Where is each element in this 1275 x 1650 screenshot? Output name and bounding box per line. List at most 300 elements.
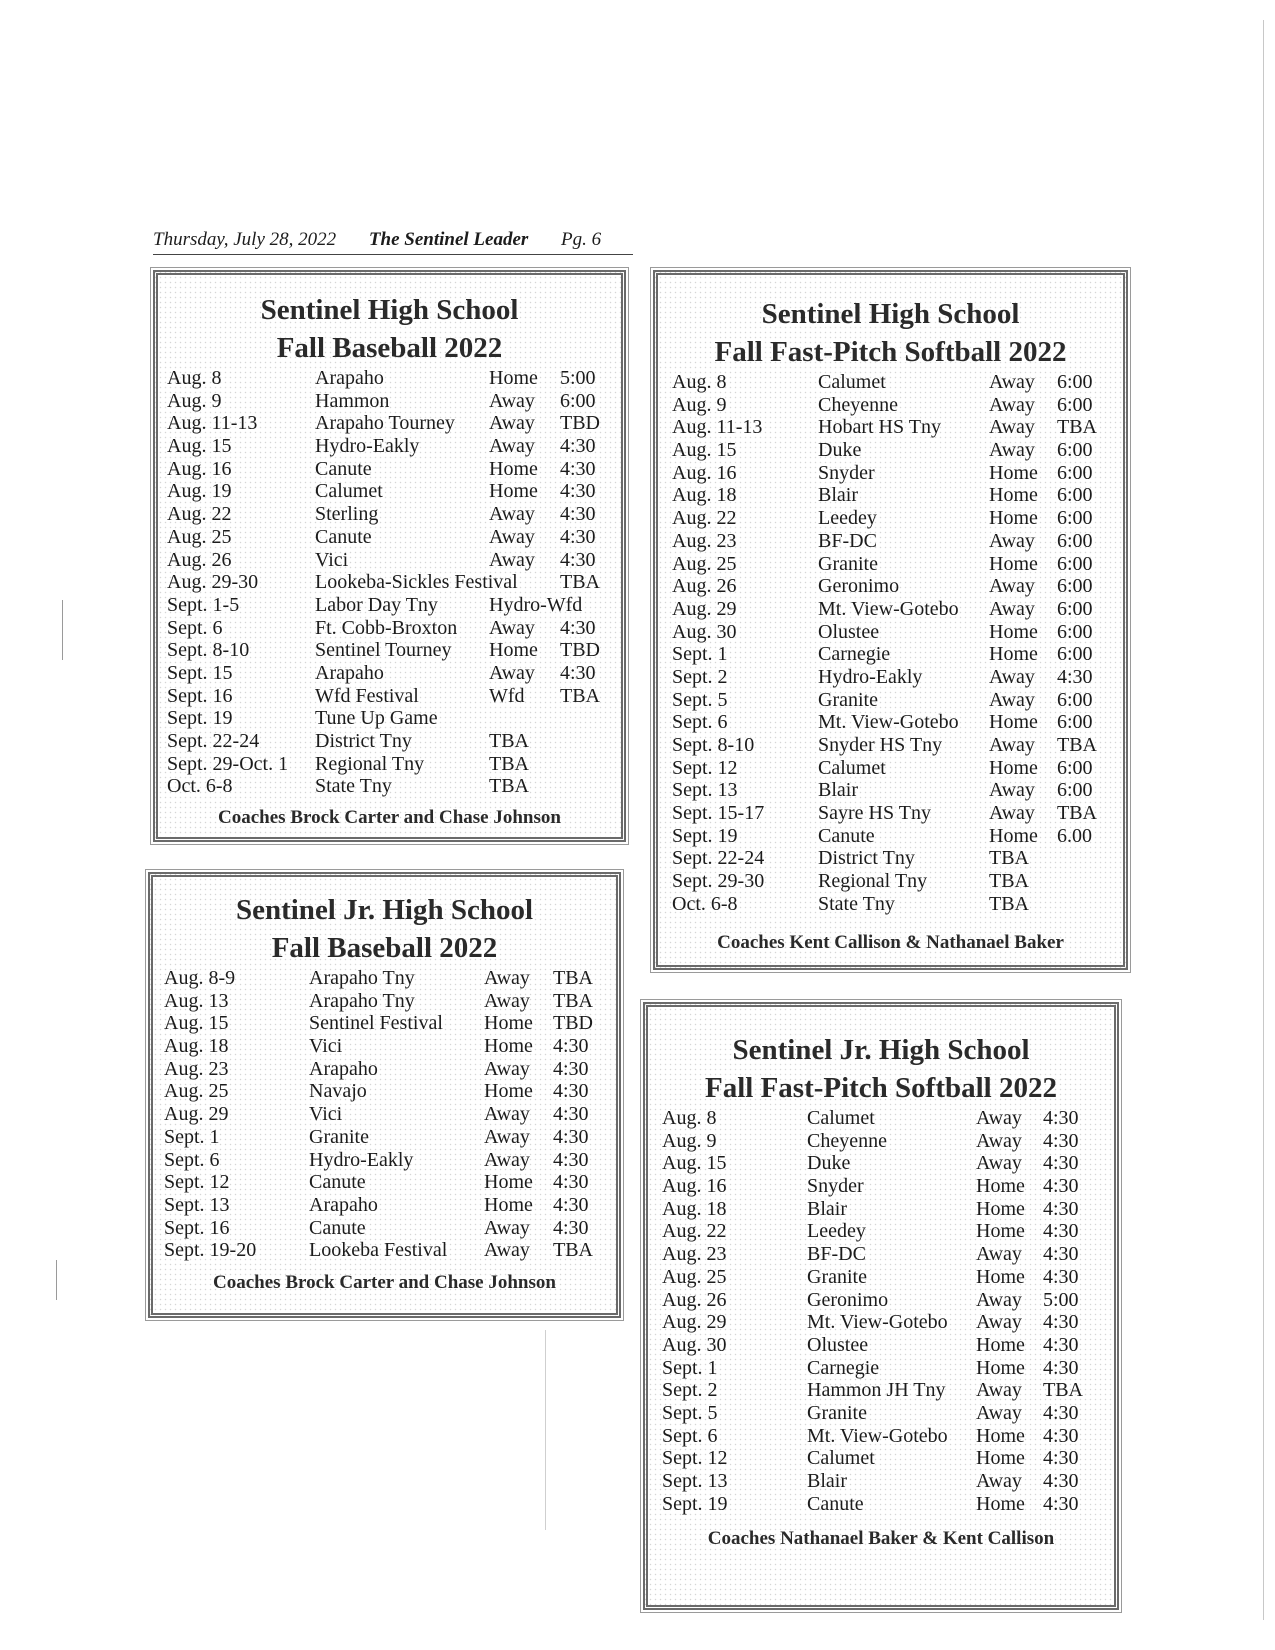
game-time: 4:30 [560, 435, 596, 458]
schedule-row [672, 870, 1123, 893]
schedule-row [164, 1080, 616, 1103]
game-time: 6:00 [1057, 643, 1093, 666]
game-location: Home [489, 457, 538, 480]
game-opponent: Hobart HS Tny [818, 416, 941, 439]
game-date: Sept. 5 [672, 688, 728, 711]
game-time: 5:00 [560, 367, 596, 389]
game-date: Aug. 8 [662, 1107, 717, 1129]
game-time: 4:30 [553, 1148, 589, 1171]
game-time: TBA [553, 967, 593, 989]
game-location: TBA [989, 870, 1029, 893]
game-opponent: Arapaho Tny [309, 967, 415, 989]
game-opponent: Leedey [818, 507, 877, 530]
schedule-row [672, 394, 1123, 417]
game-opponent: Sentinel Tourney [315, 639, 452, 662]
schedule-row [164, 1103, 616, 1126]
game-location: Away [484, 989, 530, 1012]
game-date: Aug. 30 [662, 1333, 727, 1356]
game-opponent: Canute [315, 525, 372, 548]
game-date: Sept. 13 [672, 779, 738, 802]
schedule-row [164, 1194, 616, 1217]
game-date: Aug. 30 [672, 620, 737, 643]
game-time: 4:30 [1043, 1447, 1079, 1470]
schedule-school-title: Sentinel High School [761, 298, 1020, 330]
game-date: Aug. 22 [672, 507, 737, 530]
game-opponent: Hammon JH Tny [807, 1379, 946, 1402]
game-location: Away [484, 967, 530, 989]
schedule-row [662, 1152, 1114, 1175]
schedule-row [662, 1334, 1114, 1357]
schedule-row [164, 1126, 616, 1149]
game-opponent: Blair [807, 1197, 847, 1220]
game-opponent: Labor Day Tny [315, 593, 438, 616]
game-time: 6:00 [1057, 688, 1093, 711]
game-time: 6:00 [1057, 597, 1093, 620]
game-opponent: Sentinel Festival [309, 1012, 443, 1035]
schedule-row [672, 893, 1123, 916]
schedule-row [662, 1357, 1114, 1380]
game-opponent: Arapaho Tourney [315, 412, 455, 435]
schedule-row [164, 967, 616, 990]
schedule-school-title: Sentinel Jr. High School [732, 1034, 1030, 1066]
game-location: Away [484, 1148, 530, 1171]
game-opponent: Duke [807, 1152, 851, 1175]
game-date: Sept. 12 [672, 756, 738, 779]
game-opponent: State Tny [315, 775, 392, 798]
game-opponent: Granite [807, 1401, 867, 1424]
game-date: Sept. 19-20 [164, 1239, 257, 1262]
schedule-row [662, 1311, 1114, 1334]
game-location: Hydro-Wfd [489, 593, 583, 616]
page-header [153, 229, 633, 255]
game-time: 4:30 [1043, 1220, 1079, 1243]
game-opponent: Blair [807, 1470, 847, 1492]
schedule-row [672, 484, 1123, 507]
schedule-row [672, 711, 1123, 734]
game-date: Aug. 18 [672, 484, 737, 507]
game-location: TBA [989, 847, 1029, 870]
game-location: Home [989, 484, 1038, 507]
schedule-row [167, 367, 621, 390]
game-time: TBA [1057, 802, 1097, 825]
game-date: Sept. 22-24 [672, 847, 765, 870]
game-date: Aug. 23 [662, 1243, 727, 1266]
game-opponent: Granite [818, 688, 878, 711]
game-date: Sept. 1 [672, 643, 728, 666]
game-date: Sept. 13 [164, 1193, 230, 1216]
game-location: Away [484, 1057, 530, 1080]
game-date: Sept. 16 [167, 684, 233, 707]
game-opponent: Calumet [807, 1447, 875, 1470]
game-location: Away [484, 1216, 530, 1239]
game-time: 4:30 [553, 1103, 589, 1126]
game-date: Aug. 15 [662, 1152, 727, 1175]
game-opponent: Vici [309, 1103, 343, 1126]
game-date: Sept. 1-5 [167, 593, 240, 616]
schedule-row [662, 1266, 1114, 1289]
game-opponent: Granite [309, 1125, 369, 1148]
schedule-rows [167, 367, 621, 798]
game-time: 6:00 [1057, 529, 1093, 552]
game-date: Sept. 2 [662, 1379, 718, 1402]
schedule-row [164, 990, 616, 1013]
schedule-row [672, 757, 1123, 780]
game-time: 6:00 [560, 389, 596, 412]
game-location: Away [989, 439, 1035, 462]
game-date: Aug. 8 [167, 367, 222, 389]
game-location: Home [976, 1492, 1025, 1515]
game-opponent: Canute [309, 1216, 366, 1239]
game-location: Away [976, 1107, 1022, 1129]
game-location: Home [989, 507, 1038, 530]
game-date: Aug. 8 [672, 371, 727, 393]
game-location: Away [989, 734, 1035, 756]
game-location: Away [976, 1243, 1022, 1266]
schedule-row [662, 1425, 1114, 1448]
game-time: 4:30 [1043, 1424, 1079, 1447]
game-location: Home [989, 620, 1038, 643]
game-time: 4:30 [560, 503, 596, 526]
game-date: Aug. 15 [164, 1012, 229, 1035]
game-location: Home [484, 1035, 533, 1058]
schedule-season-title: Fall Fast-Pitch Softball 2022 [704, 1072, 1057, 1104]
game-date: Sept. 8-10 [167, 639, 250, 662]
hs-softball-schedule [653, 270, 1128, 970]
game-date: Aug. 26 [672, 575, 737, 598]
game-date: Sept. 13 [662, 1470, 728, 1492]
game-date: Sept. 15 [167, 661, 233, 684]
jh-baseball-schedule [148, 872, 621, 1318]
schedule-row [672, 439, 1123, 462]
game-time: 4:30 [1043, 1265, 1079, 1288]
coaches-line: Coaches Brock Carter and Chase Johnson [218, 807, 561, 829]
game-date: Aug. 25 [672, 552, 737, 575]
game-opponent: Leedey [807, 1220, 866, 1243]
game-opponent: Arapaho [309, 1057, 378, 1080]
schedule-rows [662, 1107, 1114, 1516]
schedule-row [167, 775, 621, 798]
schedule-row [167, 412, 621, 435]
game-opponent: Ft. Cobb-Broxton [315, 616, 458, 639]
game-date: Aug. 23 [164, 1057, 229, 1080]
schedule-row [167, 753, 621, 776]
game-location: Away [484, 1239, 530, 1262]
schedule-row [662, 1402, 1114, 1425]
schedule-row [662, 1447, 1114, 1470]
game-location: Home [976, 1447, 1025, 1470]
game-location: Home [976, 1220, 1025, 1243]
game-opponent: Hydro-Eakly [315, 435, 420, 458]
game-location: TBA [489, 752, 529, 775]
schedule-row [662, 1379, 1114, 1402]
schedule-row [167, 571, 621, 594]
game-date: Oct. 6-8 [167, 775, 233, 798]
game-date: Sept. 6 [167, 616, 223, 639]
game-time: 4:30 [1043, 1311, 1079, 1334]
game-date: Aug. 9 [662, 1129, 717, 1152]
hs-baseball-schedule [153, 270, 626, 842]
schedule-row [672, 734, 1123, 757]
game-time: 6:00 [1057, 439, 1093, 462]
game-opponent: Arapaho Tny [309, 989, 415, 1012]
game-opponent: Olustee [807, 1333, 869, 1356]
game-time: 5:00 [1043, 1288, 1079, 1311]
game-location: Away [489, 435, 535, 458]
schedule-row [672, 689, 1123, 712]
game-opponent: Olustee [818, 620, 880, 643]
schedule-row [662, 1198, 1114, 1221]
game-date: Aug. 8-9 [164, 967, 236, 989]
game-time: 4:30 [1043, 1175, 1079, 1198]
game-date: Aug. 23 [672, 529, 737, 552]
game-time: 4:30 [560, 525, 596, 548]
game-location: Away [989, 665, 1035, 688]
game-location: Home [976, 1356, 1025, 1379]
game-location: Away [976, 1379, 1022, 1402]
schedule-row [662, 1107, 1114, 1130]
game-date: Aug. 18 [164, 1035, 229, 1058]
schedule-row [672, 575, 1123, 598]
game-opponent: Calumet [818, 756, 886, 779]
game-time: TBA [1057, 416, 1097, 439]
game-location: Away [976, 1152, 1022, 1175]
game-location: Home [976, 1333, 1025, 1356]
schedule-row [662, 1220, 1114, 1243]
game-location: Away [489, 412, 535, 435]
game-opponent: Lookeba-Sickles Festival [315, 571, 518, 594]
game-date: Aug. 29 [662, 1311, 727, 1334]
game-opponent: Carnegie [807, 1356, 880, 1379]
game-opponent: District Tny [315, 730, 412, 752]
game-opponent: Vici [309, 1035, 343, 1058]
game-opponent: Mt. View-Gotebo [818, 711, 959, 734]
game-location: Away [976, 1129, 1022, 1152]
game-date: Aug. 22 [662, 1220, 727, 1243]
game-location: Home [489, 480, 538, 503]
game-location: Away [989, 575, 1035, 598]
schedule-row [672, 779, 1123, 802]
game-location: Away [989, 393, 1035, 416]
game-date: Sept. 29-30 [672, 870, 765, 893]
game-time: 4:30 [560, 661, 596, 684]
game-time: TBA [1043, 1379, 1083, 1402]
game-time: TBA [560, 684, 600, 707]
game-opponent: Mt. View-Gotebo [807, 1424, 948, 1447]
game-date: Aug. 22 [167, 503, 232, 526]
game-opponent: Arapaho [315, 661, 384, 684]
schedule-school-title: Sentinel Jr. High School [235, 894, 534, 926]
schedule-row [672, 643, 1123, 666]
game-location: Home [484, 1193, 533, 1216]
game-date: Sept. 6 [164, 1148, 220, 1171]
game-time: 4:30 [553, 1171, 589, 1194]
game-location: TBA [489, 730, 529, 752]
game-location: Away [976, 1288, 1022, 1311]
game-location: Away [489, 616, 535, 639]
game-opponent: Granite [818, 552, 878, 575]
game-opponent: Geronimo [807, 1288, 889, 1311]
game-location: Home [489, 639, 538, 662]
coaches-line: Coaches Brock Carter and Chase Johnson [213, 1272, 556, 1294]
game-opponent: Navajo [309, 1080, 367, 1103]
game-opponent: Sterling [315, 503, 379, 526]
game-date: Oct. 6-8 [672, 892, 738, 915]
game-location: Away [989, 597, 1035, 620]
schedule-row [167, 730, 621, 753]
game-time: 4:30 [1043, 1107, 1079, 1129]
game-time: TBA [553, 989, 593, 1012]
game-time: 4:30 [1043, 1401, 1079, 1424]
game-date: Aug. 15 [167, 435, 232, 458]
game-date: Aug. 11-13 [167, 412, 258, 435]
header-date: Thursday, July 28, 2022 [153, 229, 337, 250]
game-date: Aug. 25 [167, 525, 232, 548]
coaches-line: Coaches Kent Callison & Nathanael Baker [717, 931, 1064, 953]
game-opponent: Lookeba Festival [309, 1239, 448, 1262]
game-opponent: Snyder [807, 1175, 864, 1198]
game-date: Aug. 16 [672, 461, 737, 484]
game-location: TBA [489, 775, 529, 798]
schedule-row [164, 1058, 616, 1081]
game-date: Aug. 13 [164, 989, 229, 1012]
game-date: Aug. 15 [672, 439, 737, 462]
game-time: 4:30 [1043, 1152, 1079, 1175]
game-location: Home [976, 1265, 1025, 1288]
game-location: Home [989, 461, 1038, 484]
game-time: 4:30 [1043, 1197, 1079, 1220]
game-location: Home [484, 1171, 533, 1194]
schedule-row [167, 707, 621, 730]
game-time: 6:00 [1057, 484, 1093, 507]
game-time: 4:30 [560, 548, 596, 571]
game-opponent: Hammon [315, 389, 390, 412]
game-location: Away [989, 529, 1035, 552]
game-location: Away [976, 1470, 1022, 1492]
game-opponent: Calumet [807, 1107, 875, 1129]
game-location: Away [989, 416, 1035, 439]
schedule-row [672, 825, 1123, 848]
game-time: 4:30 [553, 1080, 589, 1103]
game-opponent: Hydro-Eakly [818, 665, 923, 688]
game-date: Aug. 29-30 [167, 571, 259, 594]
schedule-row [167, 435, 621, 458]
game-location: Home [989, 824, 1038, 847]
schedule-school-title: Sentinel High School [260, 294, 519, 326]
game-time: 4:30 [553, 1057, 589, 1080]
game-opponent: Cheyenne [818, 393, 898, 416]
game-time: 4:30 [1043, 1492, 1079, 1515]
game-time: 6:00 [1057, 779, 1093, 802]
game-date: Aug. 16 [167, 457, 232, 480]
schedule-rows [164, 967, 616, 1262]
schedule-row [164, 1239, 616, 1262]
game-date: Sept. 19 [672, 824, 738, 847]
schedule-row [672, 802, 1123, 825]
game-opponent: State Tny [818, 892, 895, 915]
game-opponent: Arapaho [309, 1193, 378, 1216]
schedule-season-title: Fall Baseball 2022 [271, 932, 498, 964]
game-opponent: Canute [818, 824, 875, 847]
game-opponent: Regional Tny [818, 870, 928, 893]
game-time: 6:00 [1057, 507, 1093, 530]
header-publication: The Sentinel Leader [368, 229, 529, 250]
scan-speck [545, 1330, 546, 1530]
game-opponent: Canute [315, 457, 372, 480]
schedule-row [662, 1175, 1114, 1198]
schedule-row [167, 549, 621, 572]
game-opponent: Sayre HS Tny [818, 802, 931, 825]
game-time: 4:30 [1043, 1356, 1079, 1379]
game-time: 4:30 [553, 1216, 589, 1239]
schedule-row [672, 530, 1123, 553]
schedule-row [672, 553, 1123, 576]
game-date: Aug. 25 [662, 1265, 727, 1288]
game-time: TBD [553, 1012, 593, 1035]
game-date: Sept. 5 [662, 1401, 718, 1424]
game-opponent: Wfd Festival [315, 684, 419, 707]
game-opponent: Hydro-Eakly [309, 1148, 414, 1171]
game-date: Aug. 18 [662, 1197, 727, 1220]
game-time: 4:30 [560, 457, 596, 480]
game-time: 4:30 [1043, 1333, 1079, 1356]
game-opponent: Calumet [315, 480, 383, 503]
schedule-row [167, 685, 621, 708]
game-date: Aug. 29 [672, 597, 737, 620]
game-time: 4:30 [1043, 1243, 1079, 1266]
game-location: Away [989, 688, 1035, 711]
game-time: 6:00 [1057, 461, 1093, 484]
game-opponent: Cheyenne [807, 1129, 887, 1152]
game-time: TBD [560, 412, 600, 435]
game-location: Home [989, 711, 1038, 734]
game-date: Sept. 8-10 [672, 734, 755, 756]
schedule-season-title: Fall Baseball 2022 [276, 332, 503, 364]
schedule-row [164, 1149, 616, 1172]
game-location: Away [484, 1103, 530, 1126]
game-opponent: Canute [309, 1171, 366, 1194]
game-opponent: Geronimo [818, 575, 900, 598]
game-time: 6:00 [1057, 756, 1093, 779]
schedule-row [662, 1493, 1114, 1516]
coaches-line: Coaches Nathanael Baker & Kent Callison [707, 1527, 1055, 1549]
schedule-row [164, 1035, 616, 1058]
game-location: Home [976, 1424, 1025, 1447]
game-time: 4:30 [1043, 1129, 1079, 1152]
schedule-row [164, 1012, 616, 1035]
game-date: Aug. 25 [164, 1080, 229, 1103]
game-location: Away [976, 1311, 1022, 1334]
game-location: Away [489, 548, 535, 571]
schedule-row [662, 1470, 1114, 1493]
game-location: Home [989, 552, 1038, 575]
schedule-row [662, 1289, 1114, 1312]
game-opponent: District Tny [818, 847, 915, 870]
game-date: Sept. 6 [662, 1424, 718, 1447]
game-opponent: Duke [818, 439, 862, 462]
game-date: Sept. 1 [662, 1356, 718, 1379]
game-time: 4:30 [560, 480, 596, 503]
game-opponent: Blair [818, 484, 858, 507]
game-time: 4:30 [553, 1125, 589, 1148]
game-location: TBA [989, 892, 1029, 915]
game-location: Home [989, 643, 1038, 666]
game-date: Sept. 19 [662, 1492, 728, 1515]
game-opponent: Arapaho [315, 367, 384, 389]
schedule-row [672, 598, 1123, 621]
game-time: 6:00 [1057, 575, 1093, 598]
schedule-row [672, 847, 1123, 870]
game-location: Home [976, 1197, 1025, 1220]
